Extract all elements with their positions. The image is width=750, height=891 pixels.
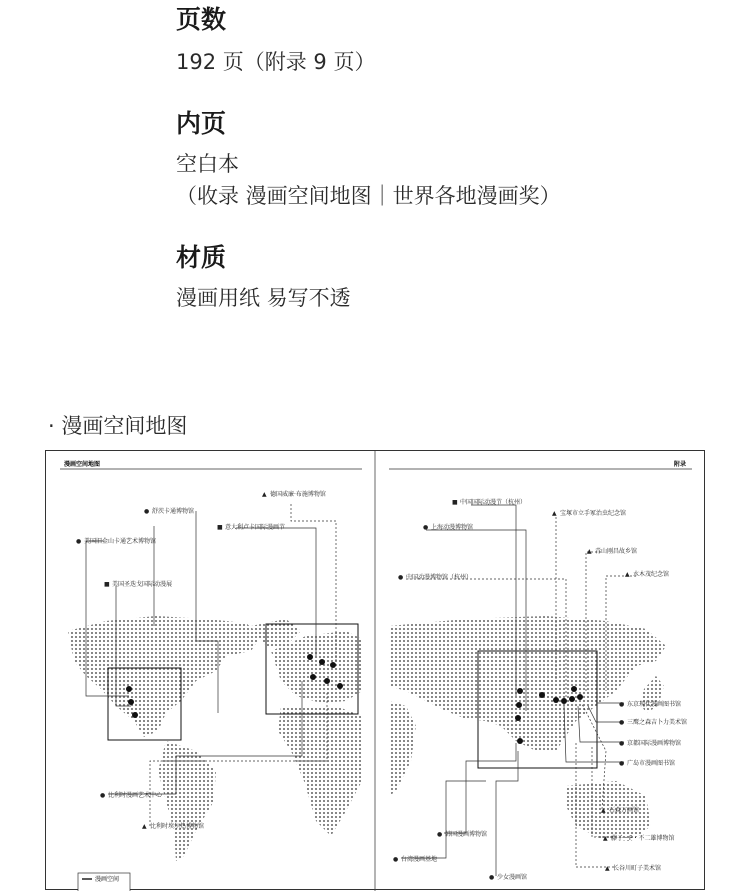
map-label: ▲ [142, 823, 147, 830]
map-label: 德国威廉·布施博物馆 [270, 491, 326, 498]
map-label: ▲ [625, 571, 630, 578]
map-label: ● [437, 831, 443, 838]
map-label: ● [100, 792, 106, 799]
map-label: 东京现代漫画图书馆 [627, 701, 682, 708]
map-label: 广岛市漫画图书馆 [627, 760, 676, 767]
spec-heading: 材质 [176, 243, 227, 272]
map-label: 宝塚市立手冢治虫纪念馆 [560, 510, 627, 517]
map-header-right: 附录 [673, 461, 686, 468]
map-spread [45, 450, 705, 890]
map-label: ■ [104, 581, 110, 588]
map-label: 京都国际漫画博物馆 [627, 740, 682, 747]
map-label: 青山刚昌故乡馆 [595, 548, 638, 555]
map-label: 水木茂纪念馆 [633, 571, 670, 578]
map-label: ▲ [262, 491, 267, 498]
spec-material [176, 242, 351, 314]
section-title: · 漫画空间地图 [48, 414, 188, 438]
map-label: 中国动漫博物馆（杭州） [406, 574, 473, 581]
map-label: ▲ [605, 865, 610, 872]
map-label: 长谷川町子美术馆 [613, 865, 662, 872]
spec-heading: 页数 [176, 5, 227, 34]
spec-value: 漫画用纸 易写不透 [176, 286, 351, 310]
spec-inner [176, 108, 561, 212]
map-label: ▲ [587, 548, 592, 555]
map-label: 藤子・F・不二雄博物馆 [611, 835, 675, 842]
map-label: 舒茨卡通博物馆 [152, 508, 195, 515]
map-label: ● [393, 856, 399, 863]
legend-label: 漫画空间 [95, 876, 120, 883]
map-label: ● [619, 760, 625, 767]
spec-value: 空白本 [176, 152, 239, 176]
map-label: 上海动漫博物馆 [431, 524, 474, 531]
spec-value: 192 页（附录 9 页） [176, 50, 376, 74]
map-label: 比利时漫画艺术中心 [108, 792, 163, 799]
map-header-left: 漫画空间地图 [64, 461, 101, 468]
map-label: ▲ [601, 807, 606, 814]
map-label: ● [423, 524, 429, 531]
map-label: 三鹰之森吉卜力美术馆 [627, 719, 688, 726]
spec-heading: 内页 [176, 109, 227, 138]
map-label: ▲ [552, 510, 557, 517]
map-label: 美国旧金山卡通艺术博物馆 [84, 538, 157, 545]
map-label: ● [489, 874, 495, 881]
map-label: 中国国际动漫节（杭州） [460, 499, 527, 506]
spec-pages [176, 4, 375, 78]
map-label: 比利时埃尔热博物馆 [150, 823, 205, 830]
map-label: ● [619, 719, 625, 726]
map-label: 台湾漫画基地 [401, 856, 438, 863]
map-label: 石森万画馆 [609, 807, 640, 814]
map-label: ■ [452, 499, 458, 506]
map-label: 韩国漫画博物馆 [445, 831, 488, 838]
map-label: ● [619, 701, 625, 708]
map-label: 美国圣迭戈国际动漫展 [112, 581, 173, 588]
map-label: ● [398, 574, 404, 581]
map-label: ● [619, 740, 625, 747]
world-map [46, 451, 706, 891]
map-label: 少女漫画馆 [497, 874, 528, 881]
map-label: ● [76, 538, 82, 545]
spec-value: （收录 漫画空间地图｜世界各地漫画奖） [176, 184, 561, 208]
map-label: ■ [217, 524, 223, 531]
map-label: ● [144, 508, 150, 515]
map-label: ▲ [603, 835, 608, 842]
map-label: 意大利卢卡国际漫画节 [225, 524, 286, 531]
